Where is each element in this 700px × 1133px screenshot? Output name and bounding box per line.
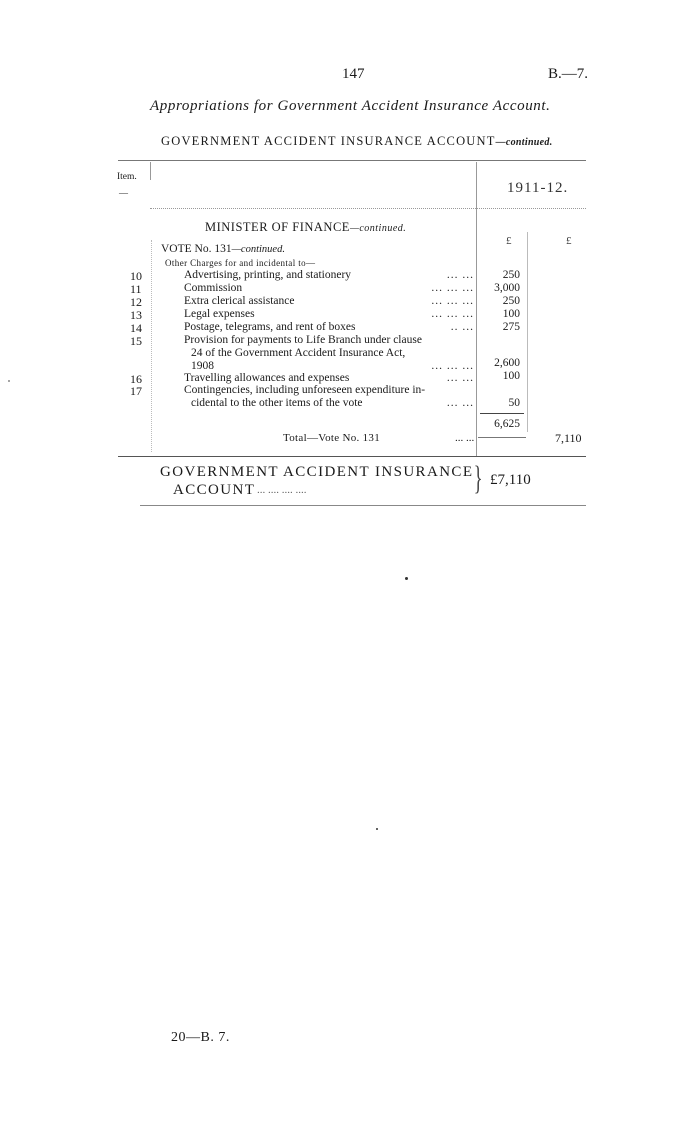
vote-total-label: Total—Vote No. 131 — [283, 432, 381, 444]
total-rule — [478, 437, 526, 438]
leader-dots: ... ... ... — [431, 282, 474, 294]
row-amount: 2,600 — [494, 357, 520, 369]
row-amount: 275 — [502, 321, 520, 333]
item-column-header: Item. — [117, 172, 137, 182]
row-description-text: 1908 — [191, 360, 214, 372]
scan-speck — [376, 828, 378, 830]
subtitle-suffix: —continued. — [495, 137, 553, 148]
leader-dots: ... ... — [446, 372, 474, 384]
row-description-line-1: Contingencies, including unforeseen expenditure in- — [184, 384, 426, 396]
minister-label: MINISTER OF FINANCE — [205, 220, 350, 234]
row-amount: 3,000 — [494, 282, 520, 294]
vote-subtotal: 6,625 — [494, 418, 520, 430]
row-item-number: 12 — [130, 295, 142, 309]
brace-icon: } — [473, 460, 483, 497]
charges-heading: Other Charges for and incidental to— — [165, 258, 316, 268]
pound-sign-column-1: £ — [506, 235, 512, 247]
pound-sign-column-2: £ — [566, 235, 572, 247]
row-item-number: 16 — [130, 372, 142, 386]
account-total-amount: £7,110 — [490, 472, 531, 488]
row-description-line-1: Provision for payments to Life Branch under clause — [184, 334, 422, 346]
section-subtitle — [161, 134, 553, 149]
leader-dots: ... .... .... .... — [257, 484, 307, 496]
page-title: Appropriations for Government Accident Insurance Account. — [150, 98, 551, 114]
leader-dots: .. ... — [450, 321, 474, 333]
row-amount: 100 — [502, 370, 520, 382]
vote-suffix: —continued. — [231, 244, 285, 255]
account-total-label-line-2: ACCOUNT — [173, 482, 256, 498]
row-amount: 100 — [502, 308, 520, 320]
row-description — [184, 321, 474, 333]
account-bottom-rule — [140, 505, 586, 506]
row-item-number: 11 — [130, 282, 142, 296]
row-amount: 250 — [502, 269, 520, 281]
subtotal-rule — [480, 413, 524, 414]
row-description-line-2: 24 of the Government Accident Insurance Act, — [191, 347, 406, 359]
row-description — [184, 295, 474, 307]
row-amount: 250 — [502, 295, 520, 307]
leader-dots: ... ... — [446, 269, 474, 281]
row-amount: 50 — [508, 397, 520, 409]
leader-dots: ... ... ... — [431, 308, 474, 320]
page-number: 147 — [342, 66, 365, 82]
row-description-text: Advertising, printing, and stationery — [184, 269, 352, 281]
subtitle-main: GOVERNMENT ACCIDENT INSURANCE ACCOUNT — [161, 134, 496, 148]
leader-dots: ... ... ... — [431, 295, 474, 307]
row-item-number: 13 — [130, 308, 142, 322]
leader-dots: ... ... — [455, 432, 475, 444]
account-top-rule — [118, 456, 586, 457]
item-column-rule-top — [150, 162, 151, 180]
row-description-line-2 — [191, 397, 474, 409]
row-description-text: Legal expenses — [184, 308, 255, 320]
row-description-line-3 — [191, 360, 474, 372]
item-column-rule — [151, 240, 152, 452]
amount-column-rule-2 — [527, 232, 528, 432]
minister-heading — [205, 220, 406, 235]
vote-total-amount: 7,110 — [555, 431, 582, 445]
vote-label: VOTE No. 131 — [161, 243, 232, 255]
row-description-text: Postage, telegrams, and rent of boxes — [184, 321, 356, 333]
leader-dots: ... ... — [446, 397, 474, 409]
row-description — [184, 269, 474, 281]
page-reference: B.—7. — [548, 66, 589, 82]
vote-heading — [161, 243, 285, 255]
footer-reference: 20—B. 7. — [171, 1030, 230, 1045]
row-item-number: 14 — [130, 321, 142, 335]
row-description — [184, 282, 474, 294]
row-description — [184, 308, 474, 320]
year-column-header: 1911-12. — [507, 180, 569, 196]
row-description-text: Commission — [184, 282, 243, 294]
row-description-text: Extra clerical assistance — [184, 295, 295, 307]
minister-suffix: —continued. — [349, 223, 407, 234]
item-column-dash: — — [119, 188, 128, 198]
row-description-text: cidental to the other items of the vote — [191, 397, 363, 409]
scan-speck — [405, 577, 408, 580]
row-item-number: 17 — [130, 384, 142, 398]
scan-speck — [8, 380, 10, 382]
header-rule — [150, 208, 586, 209]
row-description-text: Travelling allowances and expenses — [184, 372, 350, 384]
table-top-rule — [118, 160, 586, 161]
account-total-label-line-1: GOVERNMENT ACCIDENT INSURANCE — [160, 464, 474, 480]
row-item-number: 10 — [130, 269, 142, 283]
row-description — [184, 372, 474, 384]
row-item-number: 15 — [130, 334, 142, 348]
leader-dots: ... ... ... — [431, 360, 474, 372]
